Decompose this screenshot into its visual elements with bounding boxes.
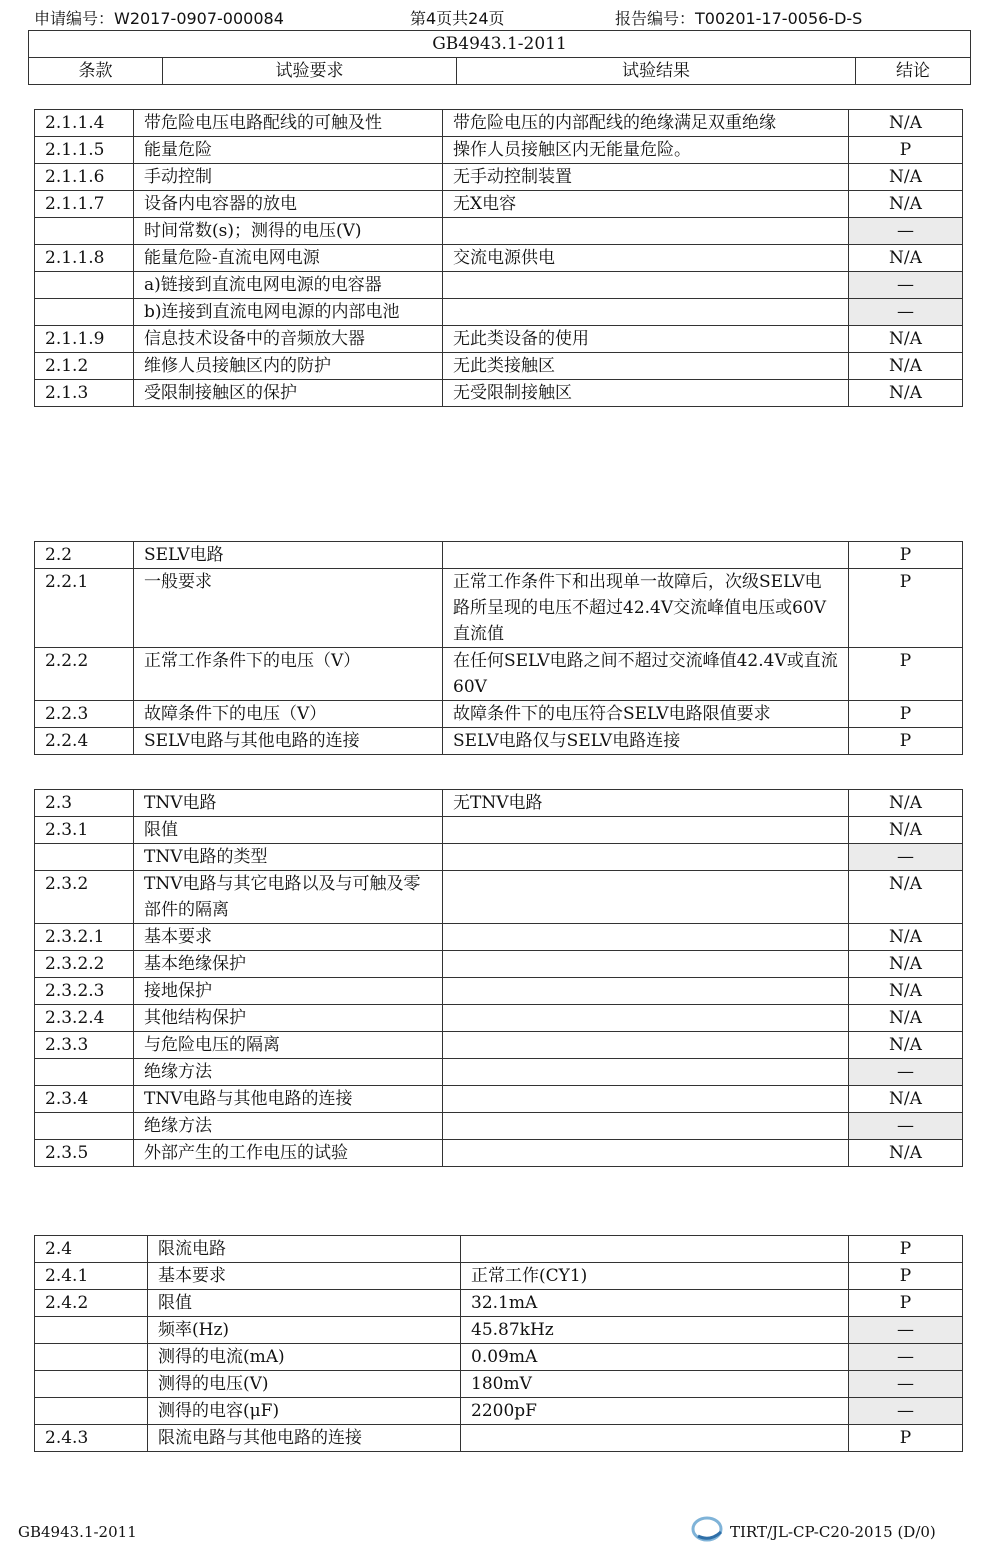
result-cell: 45.87kHz — [461, 1317, 849, 1344]
clause-cell — [35, 1344, 148, 1371]
clause-cell: 2.3 — [35, 790, 134, 817]
clause-cell: 2.2 — [35, 542, 134, 569]
requirement-cell: 测得的电流(mA) — [148, 1344, 461, 1371]
verdict-cell: P — [849, 648, 963, 701]
verdict-cell: — — [849, 272, 963, 299]
verdict-cell: P — [849, 701, 963, 728]
verdict-cell: P — [849, 569, 963, 648]
section-table-2-1 — [34, 109, 963, 407]
table-row — [35, 871, 963, 924]
table-row — [35, 817, 963, 844]
table-row — [35, 1344, 963, 1371]
requirement-cell: 正常工作条件下的电压（V） — [134, 648, 443, 701]
clause-cell: 2.1.1.5 — [35, 137, 134, 164]
result-cell — [443, 1005, 849, 1032]
table-row — [35, 1113, 963, 1140]
result-cell: 交流电源供电 — [443, 245, 849, 272]
clause-cell: 2.4.2 — [35, 1290, 148, 1317]
footer-form-number: TIRT/JL-CP-C20-2015 (D/0) — [730, 1523, 936, 1541]
result-cell — [443, 951, 849, 978]
result-cell: 带危险电压的内部配线的绝缘满足双重绝缘 — [443, 110, 849, 137]
requirement-cell: 时间常数(s)；测得的电压(V) — [134, 218, 443, 245]
result-cell — [461, 1425, 849, 1452]
result-cell — [443, 299, 849, 326]
clause-cell — [35, 218, 134, 245]
requirement-cell: TNV电路的类型 — [134, 844, 443, 871]
result-cell — [443, 817, 849, 844]
result-cell: 无此类接触区 — [443, 353, 849, 380]
clause-cell: 2.3.2 — [35, 871, 134, 924]
result-cell: 180mV — [461, 1371, 849, 1398]
clause-cell: 2.3.1 — [35, 817, 134, 844]
verdict-cell: N/A — [849, 110, 963, 137]
clause-cell — [35, 1059, 134, 1086]
requirement-cell: 一般要求 — [134, 569, 443, 648]
result-cell — [443, 844, 849, 871]
table-row — [35, 1263, 963, 1290]
requirement-cell: 测得的电压(V) — [148, 1371, 461, 1398]
result-cell: 无TNV电路 — [443, 790, 849, 817]
result-cell: 在任何SELV电路之间不超过交流峰值42.4V或直流60V — [443, 648, 849, 701]
result-cell: 无受限制接触区 — [443, 380, 849, 407]
result-cell — [443, 978, 849, 1005]
clause-cell: 2.3.4 — [35, 1086, 134, 1113]
table-row — [35, 542, 963, 569]
clause-cell: 2.1.1.8 — [35, 245, 134, 272]
result-cell: 无手动控制装置 — [443, 164, 849, 191]
requirement-cell: 限流电路与其他电路的连接 — [148, 1425, 461, 1452]
requirement-cell: 故障条件下的电压（V） — [134, 701, 443, 728]
col-header-clause: 条款 — [29, 58, 163, 85]
requirement-cell: 手动控制 — [134, 164, 443, 191]
table-row — [35, 1371, 963, 1398]
clause-cell — [35, 272, 134, 299]
requirement-cell: SELV电路 — [134, 542, 443, 569]
result-cell: 0.09mA — [461, 1344, 849, 1371]
table-row — [35, 353, 963, 380]
result-cell — [443, 1032, 849, 1059]
requirement-cell: 能量危险-直流电网电源 — [134, 245, 443, 272]
verdict-cell: N/A — [849, 790, 963, 817]
table-row — [35, 1236, 963, 1263]
clause-cell: 2.2.2 — [35, 648, 134, 701]
requirement-cell: 接地保护 — [134, 978, 443, 1005]
section-table-2-2 — [34, 541, 963, 755]
table-row — [35, 380, 963, 407]
result-cell: 故障条件下的电压符合SELV电路限值要求 — [443, 701, 849, 728]
clause-cell: 2.3.2.2 — [35, 951, 134, 978]
table-row — [35, 1398, 963, 1425]
col-header-requirement: 试验要求 — [163, 58, 457, 85]
verdict-cell: P — [849, 1290, 963, 1317]
clause-cell: 2.3.3 — [35, 1032, 134, 1059]
verdict-cell: N/A — [849, 353, 963, 380]
verdict-cell: P — [849, 137, 963, 164]
table-row — [35, 951, 963, 978]
result-cell — [461, 1236, 849, 1263]
requirement-cell: 带危险电压电路配线的可触及性 — [134, 110, 443, 137]
result-cell — [443, 1086, 849, 1113]
result-cell — [443, 924, 849, 951]
result-cell: 无X电容 — [443, 191, 849, 218]
requirement-cell: 信息技术设备中的音频放大器 — [134, 326, 443, 353]
requirement-cell: 基本绝缘保护 — [134, 951, 443, 978]
application-number: 申请编号：W2017-0907-000084 — [34, 9, 284, 28]
requirement-cell: 维修人员接触区内的防护 — [134, 353, 443, 380]
result-cell: 32.1mA — [461, 1290, 849, 1317]
col-header-result: 试验结果 — [457, 58, 856, 85]
requirement-cell: 频率(Hz) — [148, 1317, 461, 1344]
requirement-cell: 限流电路 — [148, 1236, 461, 1263]
requirement-cell: 绝缘方法 — [134, 1113, 443, 1140]
table-row — [35, 137, 963, 164]
verdict-cell: N/A — [849, 871, 963, 924]
verdict-cell: N/A — [849, 245, 963, 272]
clause-cell: 2.1.1.4 — [35, 110, 134, 137]
verdict-cell: — — [849, 1059, 963, 1086]
requirement-cell: SELV电路与其他电路的连接 — [134, 728, 443, 755]
clause-cell: 2.1.1.7 — [35, 191, 134, 218]
requirement-cell: 限值 — [148, 1290, 461, 1317]
result-cell — [443, 218, 849, 245]
verdict-cell: — — [849, 1398, 963, 1425]
requirement-cell: TNV电路与其他电路的连接 — [134, 1086, 443, 1113]
clause-cell — [35, 299, 134, 326]
clause-cell: 2.3.2.4 — [35, 1005, 134, 1032]
verdict-cell: N/A — [849, 1086, 963, 1113]
verdict-cell: N/A — [849, 924, 963, 951]
table-row — [35, 1425, 963, 1452]
table-row — [35, 164, 963, 191]
clause-cell — [35, 1398, 148, 1425]
table-row — [35, 191, 963, 218]
verdict-cell: — — [849, 1371, 963, 1398]
table-row — [35, 326, 963, 353]
requirement-cell: 能量危险 — [134, 137, 443, 164]
table-row — [35, 110, 963, 137]
table-row — [35, 924, 963, 951]
result-cell: 2200pF — [461, 1398, 849, 1425]
clause-cell: 2.2.3 — [35, 701, 134, 728]
table-row — [35, 1290, 963, 1317]
clause-cell: 2.4.3 — [35, 1425, 148, 1452]
table-row — [35, 218, 963, 245]
verdict-cell: N/A — [849, 817, 963, 844]
verdict-cell: N/A — [849, 978, 963, 1005]
requirement-cell: 基本要求 — [134, 924, 443, 951]
verdict-cell: — — [849, 1344, 963, 1371]
verdict-cell: N/A — [849, 951, 963, 978]
clause-cell — [35, 1317, 148, 1344]
result-cell — [443, 1059, 849, 1086]
company-logo-icon — [690, 1512, 724, 1546]
result-cell: 正常工作条件下和出现单一故障后，次级SELV电路所呈现的电压不超过42.4V交流峰值电压或60V直流值 — [443, 569, 849, 648]
requirement-cell: 其他结构保护 — [134, 1005, 443, 1032]
verdict-cell: P — [849, 1236, 963, 1263]
verdict-cell: N/A — [849, 1032, 963, 1059]
clause-cell: 2.1.2 — [35, 353, 134, 380]
report-number: 报告编号：T00201-17-0056-D-S — [615, 9, 863, 28]
table-row — [35, 245, 963, 272]
clause-cell: 2.2.1 — [35, 569, 134, 648]
requirement-cell: 绝缘方法 — [134, 1059, 443, 1086]
verdict-cell: — — [849, 218, 963, 245]
requirement-cell: 与危险电压的隔离 — [134, 1032, 443, 1059]
requirement-cell: a)链接到直流电网电源的电容器 — [134, 272, 443, 299]
requirement-cell: 受限制接触区的保护 — [134, 380, 443, 407]
requirement-cell: 设备内电容器的放电 — [134, 191, 443, 218]
table-row — [35, 1032, 963, 1059]
table-row — [35, 272, 963, 299]
clause-cell — [35, 844, 134, 871]
verdict-cell: — — [849, 1317, 963, 1344]
verdict-cell: N/A — [849, 164, 963, 191]
col-header-verdict: 结论 — [856, 58, 971, 85]
clause-cell: 2.1.3 — [35, 380, 134, 407]
standard-title: GB4943.1-2011 — [29, 31, 971, 58]
section-table-2-4 — [34, 1235, 963, 1452]
table-row — [35, 844, 963, 871]
clause-cell: 2.4 — [35, 1236, 148, 1263]
result-cell: 无此类设备的使用 — [443, 326, 849, 353]
table-row — [35, 1317, 963, 1344]
result-cell: 正常工作(CY1) — [461, 1263, 849, 1290]
column-header-table — [28, 30, 971, 85]
clause-cell: 2.1.1.9 — [35, 326, 134, 353]
table-row — [35, 569, 963, 648]
clause-cell: 2.4.1 — [35, 1263, 148, 1290]
requirement-cell: TNV电路 — [134, 790, 443, 817]
verdict-cell: N/A — [849, 1005, 963, 1032]
result-cell — [443, 542, 849, 569]
table-row — [35, 1005, 963, 1032]
verdict-cell: N/A — [849, 380, 963, 407]
verdict-cell: — — [849, 299, 963, 326]
clause-cell: 2.3.2.1 — [35, 924, 134, 951]
clause-cell — [35, 1371, 148, 1398]
verdict-cell: N/A — [849, 326, 963, 353]
verdict-cell: — — [849, 1113, 963, 1140]
footer-standard: GB4943.1-2011 — [18, 1523, 137, 1541]
result-cell: SELV电路仅与SELV电路连接 — [443, 728, 849, 755]
clause-cell: 2.3.2.3 — [35, 978, 134, 1005]
requirement-cell: 基本要求 — [148, 1263, 461, 1290]
result-cell — [443, 1140, 849, 1167]
verdict-cell: P — [849, 1425, 963, 1452]
table-row — [35, 978, 963, 1005]
result-cell — [443, 272, 849, 299]
table-row — [35, 701, 963, 728]
table-row — [35, 1086, 963, 1113]
table-row — [35, 648, 963, 701]
section-table-2-3 — [34, 789, 963, 1167]
requirement-cell: 测得的电容(μF) — [148, 1398, 461, 1425]
table-row — [35, 1059, 963, 1086]
result-cell: 操作人员接触区内无能量危险。 — [443, 137, 849, 164]
clause-cell: 2.2.4 — [35, 728, 134, 755]
verdict-cell: — — [849, 844, 963, 871]
table-row — [35, 299, 963, 326]
requirement-cell: 限值 — [134, 817, 443, 844]
requirement-cell: 外部产生的工作电压的试验 — [134, 1140, 443, 1167]
verdict-cell: P — [849, 728, 963, 755]
clause-cell: 2.1.1.6 — [35, 164, 134, 191]
verdict-cell: P — [849, 542, 963, 569]
table-row — [35, 1140, 963, 1167]
table-row — [35, 790, 963, 817]
verdict-cell: P — [849, 1263, 963, 1290]
table-row — [35, 728, 963, 755]
requirement-cell: b)连接到直流电网电源的内部电池 — [134, 299, 443, 326]
requirement-cell: TNV电路与其它电路以及与可触及零部件的隔离 — [134, 871, 443, 924]
clause-cell — [35, 1113, 134, 1140]
result-cell — [443, 1113, 849, 1140]
page-info: 第4页共24页 — [410, 9, 505, 28]
verdict-cell: N/A — [849, 1140, 963, 1167]
verdict-cell: N/A — [849, 191, 963, 218]
clause-cell: 2.3.5 — [35, 1140, 134, 1167]
result-cell — [443, 871, 849, 924]
